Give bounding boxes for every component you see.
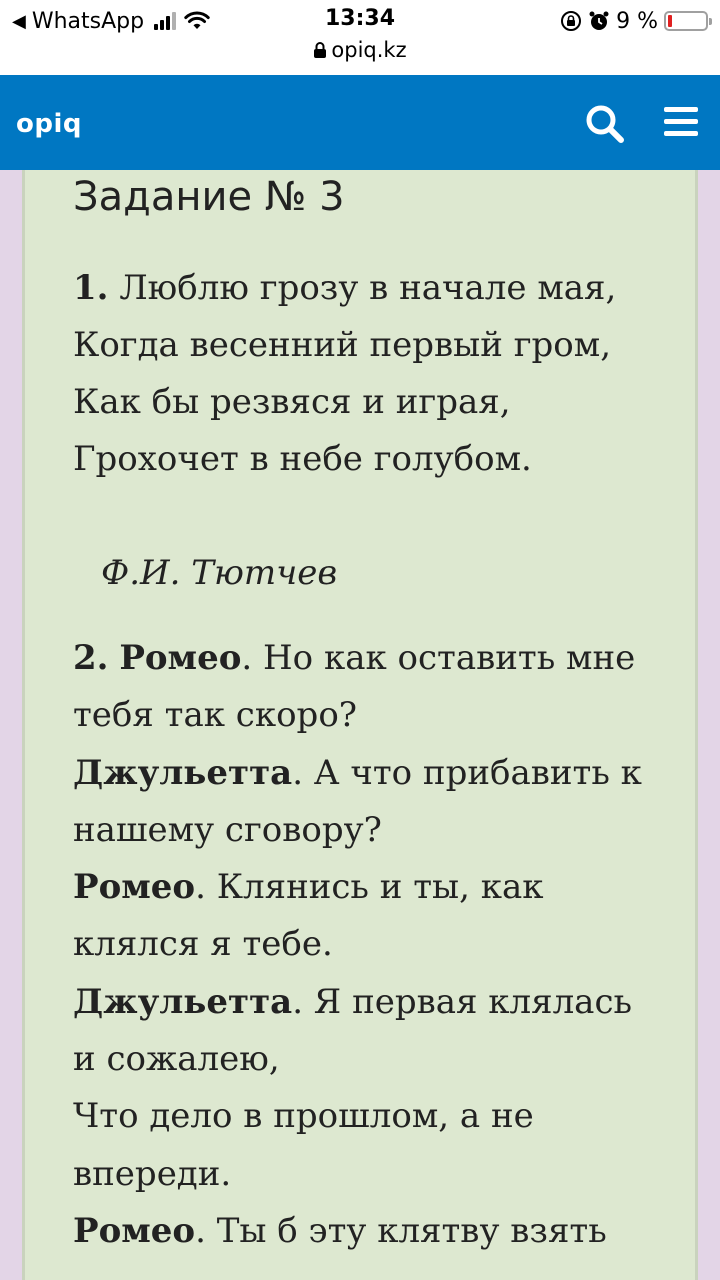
search-icon — [584, 103, 626, 145]
speaker: Ромео — [73, 867, 196, 908]
speaker: Ромео — [73, 1210, 196, 1251]
alarm-icon — [588, 10, 610, 32]
dialogue-line: тебя так скоро? — [73, 695, 358, 736]
dialogue-line: нашему сговору? — [73, 809, 382, 850]
task-title: Задание № 3 — [73, 174, 345, 220]
status-icons — [560, 6, 708, 36]
status-bar — [0, 0, 720, 75]
poem-line: Грохочет в небе голубом. — [73, 439, 532, 479]
dialogue-line: Что дело в прошлом, а не — [73, 1096, 534, 1137]
clock: 13:34 — [324, 6, 396, 31]
poem-line: Как бы резвяся и играя, — [73, 382, 511, 422]
dialogue-line: Джульетта. А что прибавить к — [73, 752, 642, 793]
dialogue-line: Ромео. Клянись и ты, как — [73, 867, 544, 908]
orientation-lock-icon — [560, 10, 582, 32]
menu-button[interactable] — [664, 107, 698, 137]
url-text: opiq.kz — [331, 38, 407, 62]
dialogue-line: впереди. — [73, 1153, 232, 1194]
poem-author: Ф.И. Тютчев — [101, 553, 338, 593]
address-bar[interactable] — [0, 38, 720, 62]
poem-line: Когда весенний первый гром, — [73, 325, 612, 365]
lock-icon — [313, 41, 327, 59]
dialogue-line: клялся я тебе. — [73, 924, 333, 965]
search-button[interactable] — [584, 103, 626, 145]
dialogue-line: Джульетта. Я первая клялась — [73, 981, 633, 1022]
dialogue-line: 2. Ромео. Но как оставить мне — [73, 638, 636, 678]
poem — [73, 260, 616, 488]
page-background — [0, 170, 720, 1280]
site-header — [0, 75, 720, 170]
speaker: Ромео — [119, 638, 242, 678]
dialogue-line: и сожалею, — [73, 1039, 280, 1080]
dialogue — [73, 630, 642, 1260]
item-number: 2. — [73, 638, 109, 678]
hamburger-icon — [664, 107, 698, 136]
item-number: 1. — [73, 268, 109, 308]
opiq-logo[interactable]: opiq — [16, 109, 82, 139]
task-panel — [22, 170, 698, 1280]
dialogue-line: Ромео. Ты б эту клятву взять — [73, 1210, 607, 1251]
speaker: Джульетта — [73, 752, 293, 793]
battery-icon — [664, 11, 708, 31]
battery-percent: 9 % — [616, 8, 658, 34]
poem-line: 1. Люблю грозу в начале мая, — [73, 268, 617, 308]
back-app-label: WhatsApp — [31, 8, 145, 34]
back-arrow-icon: ◀ — [12, 10, 26, 32]
speaker: Джульетта — [73, 981, 293, 1022]
